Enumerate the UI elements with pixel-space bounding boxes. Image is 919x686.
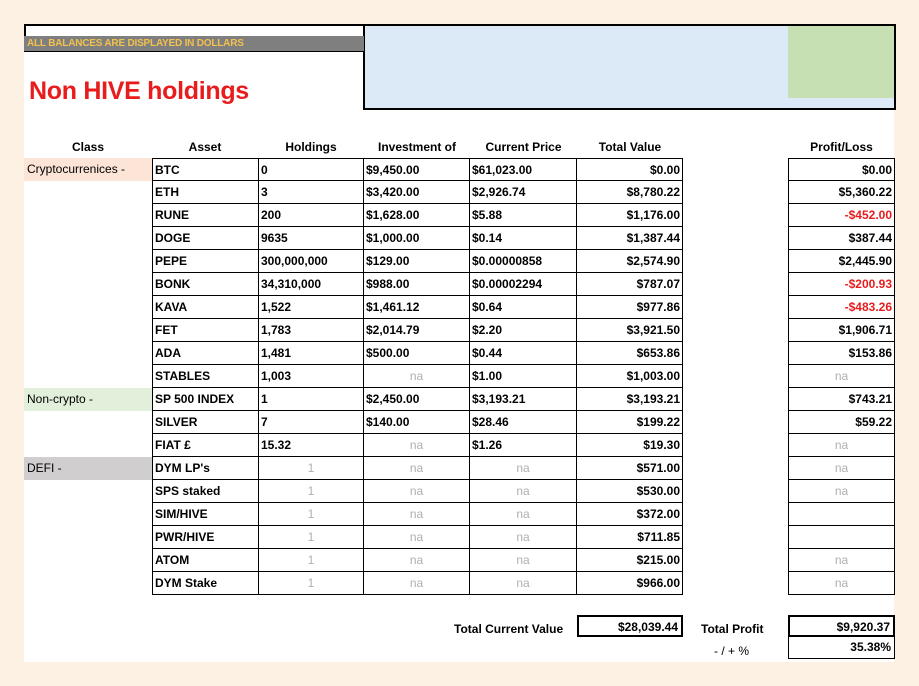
holdings-cell: 1,003: [258, 365, 364, 388]
profit-loss-cell: $5,360.22: [788, 181, 895, 204]
table-row: [24, 342, 896, 365]
header-holdings: Holdings: [285, 140, 337, 154]
holdings-cell: 1,783: [258, 319, 364, 342]
dollars-banner: ALL BALANCES ARE DISPLAYED IN DOLLARS: [24, 36, 364, 52]
investment-cell: $129.00: [364, 250, 470, 273]
price-cell: na: [470, 572, 577, 595]
price-cell: $0.00002294: [470, 273, 577, 296]
total-profit-label: Total Profit: [701, 622, 764, 636]
asset-cell: SP 500 INDEX: [152, 388, 258, 411]
holdings-cell: 1,481: [258, 342, 364, 365]
asset-cell: FET: [152, 319, 258, 342]
table-row: [24, 549, 896, 572]
asset-cell: PEPE: [152, 250, 258, 273]
price-cell: na: [470, 503, 577, 526]
asset-cell: DYM Stake: [152, 572, 258, 595]
page-title: Non HIVE holdings: [29, 77, 249, 105]
asset-cell: BTC: [152, 158, 258, 181]
price-cell: $1.00: [470, 365, 577, 388]
price-cell: $0.44: [470, 342, 577, 365]
total-current-label: Total Current Value: [454, 622, 564, 636]
table-row: [24, 273, 896, 296]
profit-loss-cell: na: [788, 457, 895, 480]
holdings-cell: 300,000,000: [258, 250, 364, 273]
asset-cell: DYM LP's: [152, 457, 258, 480]
holdings-cell: 200: [258, 204, 364, 227]
price-cell: $61,023.00: [470, 158, 577, 181]
holdings-cell: 1: [258, 480, 364, 503]
profit-loss-cell: na: [788, 480, 895, 503]
holdings-cell: 1: [258, 457, 364, 480]
profit-loss-cell: -$483.26: [788, 296, 895, 319]
total-value-cell: $1,387.44: [577, 227, 683, 250]
class-label: Cryptocurrenices -: [24, 158, 152, 181]
table-row: [24, 365, 896, 388]
total-value-cell: $966.00: [577, 572, 683, 595]
total-value-cell: $787.07: [577, 273, 683, 296]
holdings-cell: 1: [258, 572, 364, 595]
investment-cell: na: [364, 365, 470, 388]
table-row: [24, 526, 896, 549]
price-cell: $0.14: [470, 227, 577, 250]
profit-loss-cell: na: [788, 434, 895, 457]
investment-cell: $3,420.00: [364, 181, 470, 204]
total-value-cell: $3,921.50: [577, 319, 683, 342]
profit-loss-cell: $743.21: [788, 388, 895, 411]
total-value-cell: $8,780.22: [577, 181, 683, 204]
investment-cell: na: [364, 480, 470, 503]
profit-loss-cell: -$200.93: [788, 273, 895, 296]
asset-cell: STABLES: [152, 365, 258, 388]
price-cell: $28.46: [470, 411, 577, 434]
price-cell: $2.20: [470, 319, 577, 342]
profit-loss-cell: $2,445.90: [788, 250, 895, 273]
total-value-cell: $1,003.00: [577, 365, 683, 388]
profit-loss-cell: $387.44: [788, 227, 895, 250]
holdings-cell: 15.32: [258, 434, 364, 457]
table-row: [24, 503, 896, 526]
price-cell: na: [470, 480, 577, 503]
profit-loss-cell: na: [788, 572, 895, 595]
investment-cell: na: [364, 549, 470, 572]
total-value-cell: $0.00: [577, 158, 683, 181]
class-label: Non-crypto -: [24, 388, 152, 411]
asset-cell: SPS staked: [152, 480, 258, 503]
holdings-cell: 3: [258, 181, 364, 204]
investment-cell: na: [364, 457, 470, 480]
holdings-cell: 7: [258, 411, 364, 434]
pct-label: - / + %: [714, 644, 750, 658]
holdings-cell: 1,522: [258, 296, 364, 319]
total-value-cell: $653.86: [577, 342, 683, 365]
investment-cell: $140.00: [364, 411, 470, 434]
header-price: Current Price: [485, 140, 562, 154]
asset-cell: ATOM: [152, 549, 258, 572]
table-row: [24, 158, 896, 181]
header-asset: Asset: [188, 140, 222, 154]
holdings-cell: 1: [258, 549, 364, 572]
asset-cell: ETH: [152, 181, 258, 204]
table-row: [24, 572, 896, 595]
price-cell: $0.64: [470, 296, 577, 319]
total-value-cell: $571.00: [577, 457, 683, 480]
price-cell: $3,193.21: [470, 388, 577, 411]
table-row: [24, 204, 896, 227]
asset-cell: FIAT £: [152, 434, 258, 457]
table-row: [24, 227, 896, 250]
table-row: [24, 480, 896, 503]
spreadsheet: [24, 24, 894, 662]
total-value-cell: $199.22: [577, 411, 683, 434]
total-value-cell: $215.00: [577, 549, 683, 572]
total-value-cell: $1,176.00: [577, 204, 683, 227]
investment-cell: $1,000.00: [364, 227, 470, 250]
total-value-cell: $977.86: [577, 296, 683, 319]
price-cell: $2,926.74: [470, 181, 577, 204]
pct-value: 35.38%: [788, 637, 895, 659]
total-value-cell: $530.00: [577, 480, 683, 503]
profit-loss-cell: $153.86: [788, 342, 895, 365]
table-row: [24, 411, 896, 434]
investment-cell: na: [364, 572, 470, 595]
investment-cell: na: [364, 503, 470, 526]
holdings-cell: 34,310,000: [258, 273, 364, 296]
profit-loss-cell: -$452.00: [788, 204, 895, 227]
profit-loss-cell: [788, 526, 895, 549]
asset-cell: PWR/HIVE: [152, 526, 258, 549]
table-row: [24, 296, 896, 319]
holdings-cell: 0: [258, 158, 364, 181]
investment-cell: na: [364, 526, 470, 549]
investment-cell: $9,450.00: [364, 158, 470, 181]
asset-cell: DOGE: [152, 227, 258, 250]
price-cell: na: [470, 549, 577, 572]
profit-loss-cell: $1,906.71: [788, 319, 895, 342]
total-value-cell: $711.85: [577, 526, 683, 549]
profit-loss-cell: na: [788, 549, 895, 572]
asset-cell: SILVER: [152, 411, 258, 434]
header-green-panel: [788, 26, 894, 98]
profit-loss-cell: $0.00: [788, 158, 895, 181]
price-cell: na: [470, 526, 577, 549]
profit-loss-cell: [788, 503, 895, 526]
title-divider: [24, 51, 364, 52]
profit-loss-cell: na: [788, 365, 895, 388]
class-label: DEFI -: [24, 457, 152, 480]
profit-loss-cell: $59.22: [788, 411, 895, 434]
asset-cell: KAVA: [152, 296, 258, 319]
total-value-cell: $3,193.21: [577, 388, 683, 411]
investment-cell: $1,461.12: [364, 296, 470, 319]
investment-cell: $2,450.00: [364, 388, 470, 411]
price-cell: $1.26: [470, 434, 577, 457]
header-total: Total Value: [598, 140, 662, 154]
table-row: [24, 181, 896, 204]
holdings-cell: 1: [258, 526, 364, 549]
investment-cell: na: [364, 434, 470, 457]
holdings-cell: 9635: [258, 227, 364, 250]
total-value-cell: $372.00: [577, 503, 683, 526]
investment-cell: $2,014.79: [364, 319, 470, 342]
total-value-cell: $19.30: [577, 434, 683, 457]
asset-cell: RUNE: [152, 204, 258, 227]
investment-cell: $1,628.00: [364, 204, 470, 227]
price-cell: $5.88: [470, 204, 577, 227]
table-row: [24, 434, 896, 457]
asset-cell: SIM/HIVE: [152, 503, 258, 526]
holdings-cell: 1: [258, 503, 364, 526]
price-cell: $0.00000858: [470, 250, 577, 273]
table-row: [24, 388, 896, 411]
table-row: [24, 250, 896, 273]
table-row: [24, 319, 896, 342]
total-current-value: $28,039.44: [577, 615, 683, 637]
holdings-cell: 1: [258, 388, 364, 411]
table-row: [24, 457, 896, 480]
investment-cell: $988.00: [364, 273, 470, 296]
asset-cell: ADA: [152, 342, 258, 365]
asset-cell: BONK: [152, 273, 258, 296]
header-investment: Investment of: [377, 140, 456, 154]
investment-cell: $500.00: [364, 342, 470, 365]
right-border: [894, 24, 896, 110]
total-profit-value: $9,920.37: [788, 615, 895, 637]
price-cell: na: [470, 457, 577, 480]
total-value-cell: $2,574.90: [577, 250, 683, 273]
header-pl: Profit/Loss: [810, 140, 873, 154]
header-class: Class: [71, 140, 105, 154]
